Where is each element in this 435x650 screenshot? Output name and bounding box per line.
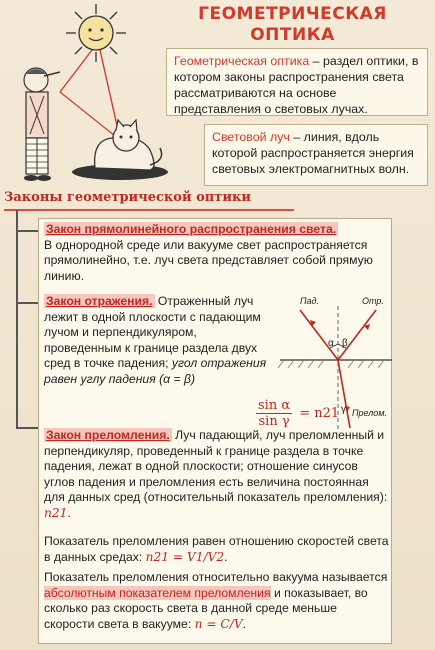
formula-rhs: = n21 <box>299 406 340 421</box>
law-end: . <box>242 616 247 631</box>
law-body: В однородной среде или вакууме свет распространяется прямолинейно, т.е. луч света представляет собой прямую линию. <box>44 237 373 283</box>
law-body: Отраженный луч лежит в одной плоскости с падающим лучом и перпендикуляром, проведенным к границе раздела двух сред в точке падения; <box>44 294 261 371</box>
formula-denominator: sin γ <box>258 414 290 429</box>
law-body-2: и показывает, во сколько раз скорость света в данной среде меньше скорости света в вакууме: <box>44 585 368 631</box>
law-body: Показатель преломления относительно вакуума называется <box>44 570 388 584</box>
law-italic: угол отражения равен углу падения (α = β) <box>44 356 267 386</box>
law-heading: Закон прямолинейного распространения света. <box>46 222 337 236</box>
law-heading: Закон преломления. <box>46 428 170 442</box>
law-end: . <box>224 549 228 564</box>
angle-beta: β <box>342 338 348 349</box>
formula-velocity: n21 = V1/V2 <box>145 549 225 564</box>
definition-text: – раздел оптики, в котором законы распространения света рассматриваются на основе представления о световых лучах. <box>174 54 419 116</box>
definition-text: – линия, вдоль которой распространяется энергия световых электромагнитных волн. <box>212 130 414 176</box>
formula-absolute: n = C/V <box>194 616 243 631</box>
surface-hatching <box>278 360 384 368</box>
absolute-refraction-index <box>44 570 390 632</box>
law-body: Показатель преломления равен отношению скоростей света в данных средах: <box>44 534 389 564</box>
law-body: Луч падающий, луч преломленный и перпендикуляр, проведенный к границе раздела в точке падения, лежат в одной плоскости; отношение синусов углов падения и преломления есть величина постоянная для данных сред (относительный показатель преломления): <box>44 428 388 505</box>
law-reflection <box>44 294 270 388</box>
law-end: . <box>67 505 71 520</box>
definition-term: Геометрическая оптика <box>174 54 310 68</box>
absolute-index-term: абсолютным показателем преломления <box>44 585 271 600</box>
symbol-n21: n21 <box>44 505 68 520</box>
label-reflected: Отр. <box>362 296 384 306</box>
formula-numerator: sin α <box>258 398 291 413</box>
angle-gamma: γ <box>341 404 346 415</box>
law-refraction <box>44 428 390 522</box>
snell-formula <box>256 398 339 429</box>
section-heading: Законы геометрической оптики <box>4 190 252 205</box>
connector-law3 <box>16 427 40 429</box>
title-line-1: ГЕОМЕТРИЧЕСКАЯ <box>198 4 387 24</box>
angle-alpha: α <box>328 338 334 349</box>
law-heading: Закон отражения. <box>46 294 153 308</box>
section-underline <box>4 209 294 211</box>
label-refracted: Прелом. <box>352 408 387 418</box>
incident-ray <box>300 310 338 360</box>
sun-person-cat-illustration <box>0 0 170 190</box>
refraction-index-velocity <box>44 534 390 565</box>
definition-term: Световой луч <box>212 130 290 144</box>
reflected-ray <box>338 310 376 360</box>
page-title <box>150 4 435 45</box>
refracted-ray <box>338 360 350 428</box>
connector-vertical <box>16 210 18 428</box>
title-line-2: ОПТИКА <box>250 25 335 45</box>
connector-law1 <box>16 230 40 232</box>
definition-geometric-optics <box>166 48 428 116</box>
law-rectilinear <box>44 222 390 284</box>
connector-law2 <box>16 302 40 304</box>
label-incident: Пад. <box>300 296 320 306</box>
definition-light-ray <box>204 124 428 186</box>
